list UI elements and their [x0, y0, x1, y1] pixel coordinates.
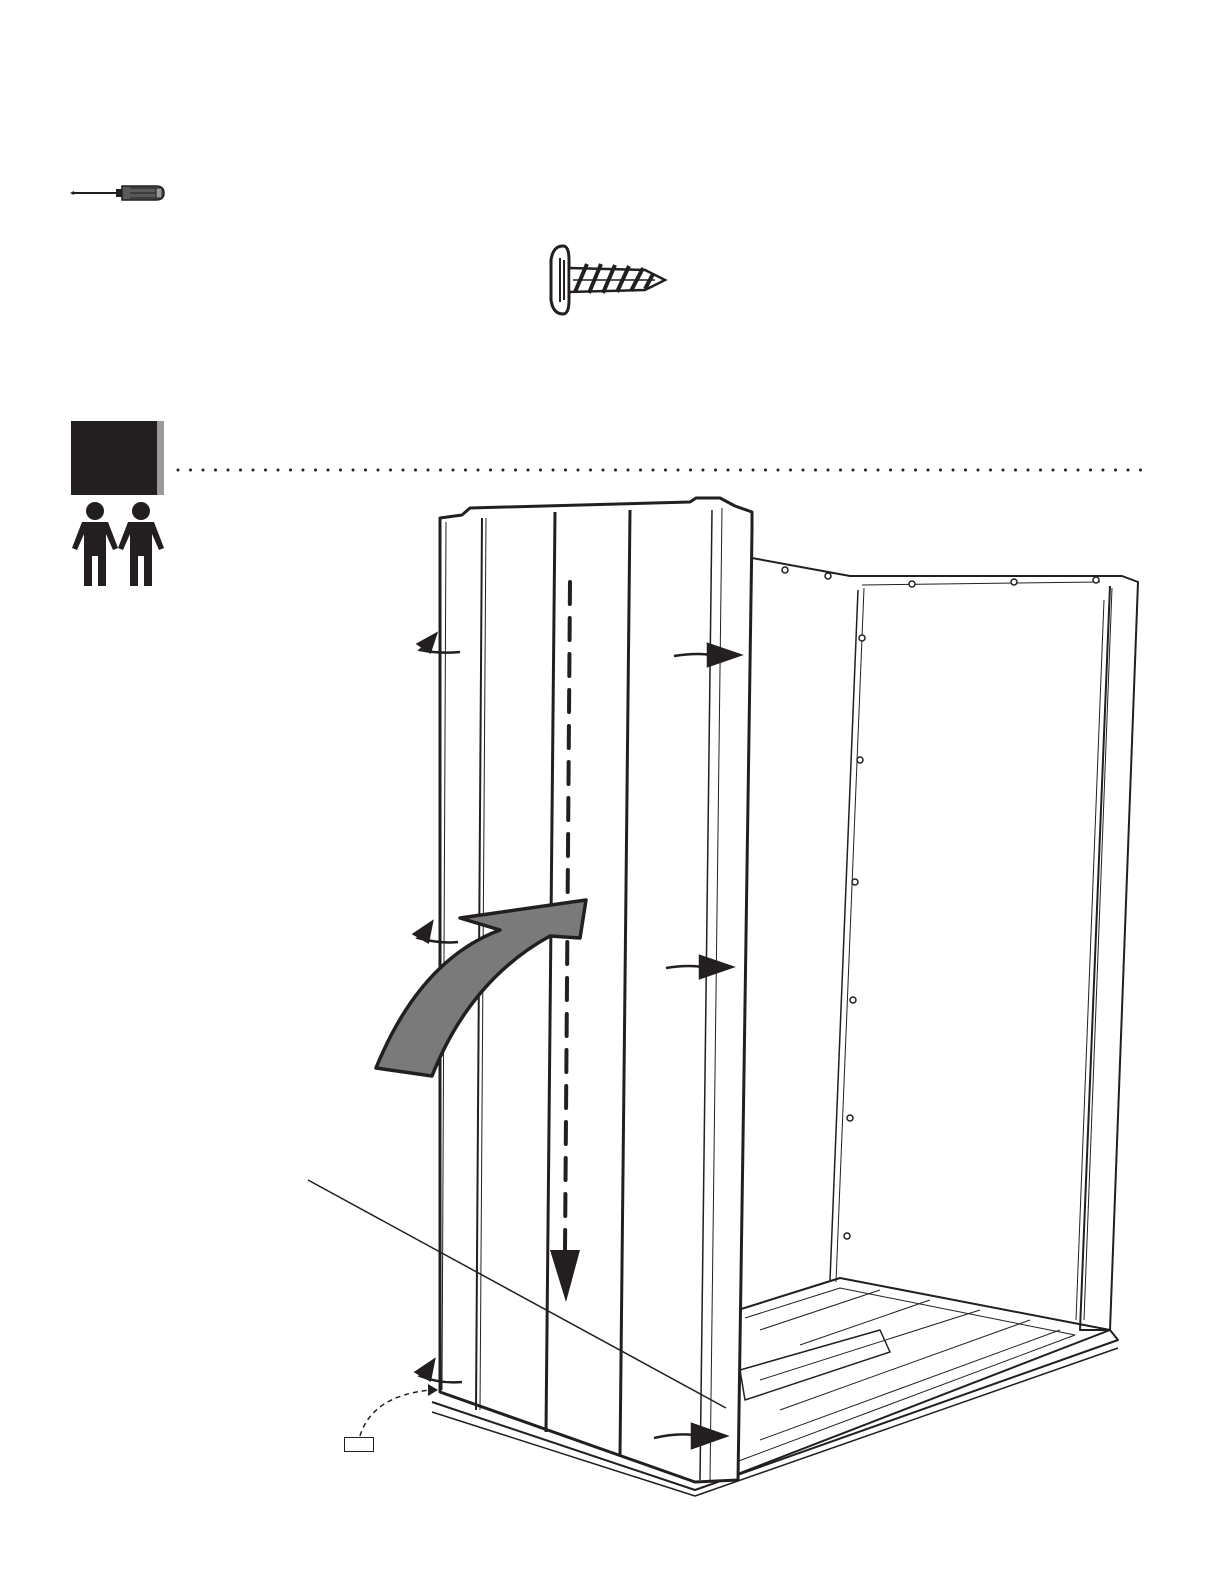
step-number-box: [71, 421, 164, 495]
callout-curve: [360, 1390, 430, 1436]
two-people-icon: [70, 500, 166, 588]
shed-assembly-illustration: [290, 495, 1160, 1505]
pan-head-screw-icon: [545, 240, 670, 320]
part-label-box: [344, 1437, 374, 1452]
dotted-separator: [176, 459, 1146, 463]
screwdriver-icon: [68, 180, 168, 206]
step-number: [71, 421, 157, 495]
